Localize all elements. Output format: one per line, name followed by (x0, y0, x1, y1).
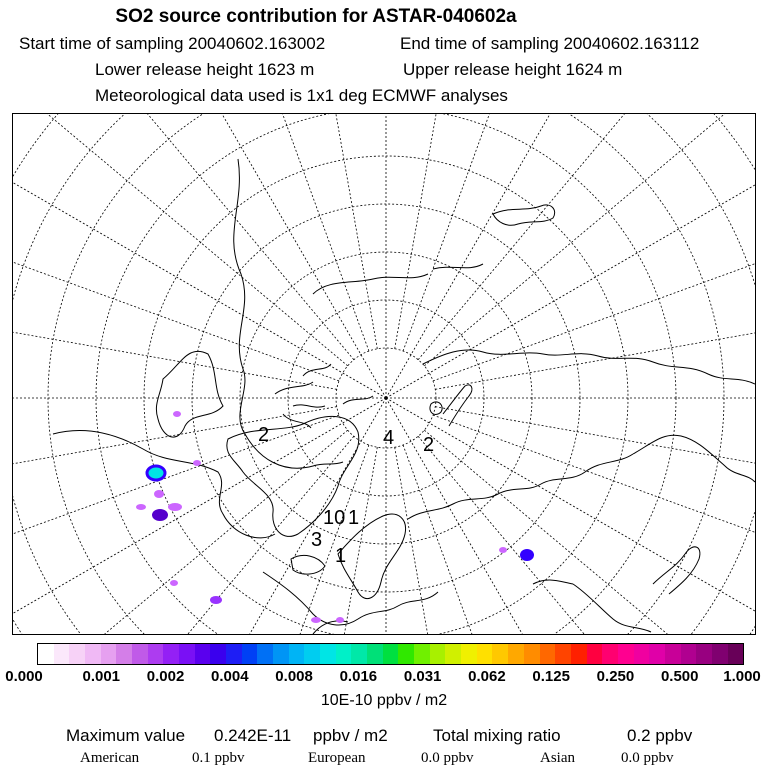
meridian-line (13, 114, 354, 360)
color-scale-cell (289, 644, 305, 664)
latitude-circle (13, 114, 755, 634)
color-scale-cell (273, 644, 289, 664)
lat-lon-grid (13, 114, 755, 634)
color-scale-cell (587, 644, 603, 664)
meridian-line (386, 114, 736, 398)
color-scale-tick-label: 0.062 (468, 668, 506, 685)
color-scale-cell (540, 644, 556, 664)
color-scale-cell (85, 644, 101, 664)
color-scale-cell (210, 644, 226, 664)
color-scale-cell (681, 644, 697, 664)
color-scale-cell (477, 644, 493, 664)
color-scale-cell (148, 644, 164, 664)
region-american-label: American (80, 750, 140, 766)
plume-patch (210, 596, 222, 604)
meridian-line (433, 159, 755, 381)
coastline-arctic-islands (275, 364, 373, 428)
end-time-label: End time of sampling 20040602.163112 (400, 34, 700, 53)
meridian-line (386, 398, 736, 634)
color-scale-cell (383, 644, 399, 664)
meridian-line (13, 436, 354, 634)
meridian-line (13, 415, 339, 634)
color-scale-tick-label: 0.001 (82, 668, 121, 685)
color-scale-cell (226, 644, 242, 664)
color-scale-cell (571, 644, 587, 664)
color-scale-cell (634, 644, 650, 664)
color-scale-units: 10E-10 ppbv / m2 (320, 692, 448, 709)
color-scale-cell (320, 644, 336, 664)
color-scale-cell (712, 644, 728, 664)
region-asian-value: 0.0 ppbv (621, 750, 674, 766)
color-scale-cell (163, 644, 179, 664)
lower-release-height-label: Lower release height 1623 m (95, 60, 315, 79)
land-label: 2 (258, 424, 270, 446)
color-scale-cell (445, 644, 461, 664)
color-scale-cell (367, 644, 383, 664)
plume-patch (147, 466, 165, 480)
meridian-line (13, 114, 348, 366)
meridian-line (13, 114, 386, 398)
color-scale-cell (242, 644, 258, 664)
color-scale-tick-label: 0.250 (596, 668, 635, 685)
color-scale-cell (101, 644, 117, 664)
coastline-labrador (53, 430, 275, 537)
color-scale-cell (38, 644, 54, 664)
land-label: 1 (335, 545, 347, 567)
color-scale-tick-label: 1.000 (723, 668, 761, 685)
land-label: 3 (311, 529, 323, 551)
plume-patch (311, 617, 321, 623)
coastlines (53, 159, 755, 634)
meridian-line (147, 114, 369, 351)
color-scale-cell (696, 644, 712, 664)
meteorological-data-label: Meteorological data used is 1x1 deg ECMWF analyses (95, 86, 508, 105)
color-scale-cell (649, 644, 665, 664)
color-scale-cell (351, 644, 367, 664)
max-value-label: Maximum value (66, 726, 186, 745)
land-label: 1 (348, 507, 360, 529)
color-scale-cell (555, 644, 571, 664)
color-scale-tick-label: 0.500 (660, 668, 699, 685)
color-scale-cell (665, 644, 681, 664)
polar-map-canvas (13, 114, 755, 634)
coastline-hudson-bay (156, 351, 223, 437)
color-scale-cell (524, 644, 540, 664)
color-scale-cell (508, 644, 524, 664)
color-scale-ticks (0, 668, 768, 688)
meridian-line (395, 447, 508, 634)
coastline-alaska (313, 205, 555, 294)
color-scale-cell (132, 644, 148, 664)
color-scale-cell (304, 644, 320, 664)
plume-patch (168, 503, 182, 511)
region-european-label: European (308, 750, 366, 766)
total-mixing-ratio-value: 0.2 ppbv (627, 726, 693, 745)
color-scale-tick-label: 0.002 (146, 668, 185, 685)
color-scale-cell (179, 644, 195, 664)
meridian-line (13, 159, 339, 381)
color-scale-cell (257, 644, 273, 664)
plume-patch (152, 509, 168, 521)
meridian-line (418, 436, 755, 634)
coastline-novaya-zemlya (443, 385, 472, 426)
color-scale-cell (602, 644, 618, 664)
start-time-label: Start time of sampling 20040602.163002 (19, 34, 326, 53)
plume-patch (136, 504, 146, 510)
coastline-north-america (234, 159, 343, 468)
color-scale-bar (37, 643, 744, 665)
color-scale-tick-label: 0.031 (403, 668, 442, 685)
color-scale-tick-label: 0.000 (5, 668, 43, 685)
color-scale-cell (398, 644, 414, 664)
coastline-siberia-east (423, 350, 755, 384)
land-label: 10 (323, 507, 346, 529)
color-scale-cell (728, 644, 744, 664)
meridian-line (424, 114, 755, 366)
latitude-circle (13, 114, 755, 634)
color-scale-cell (69, 644, 85, 664)
meridian-line (386, 398, 755, 634)
coastline-kamchatka (633, 435, 755, 482)
region-asian-label: Asian (540, 750, 575, 766)
plume-patch (520, 549, 534, 561)
region-american-value: 0.1 ppbv (192, 750, 245, 766)
meridian-line (435, 407, 755, 520)
meridian-line (264, 114, 377, 349)
polar-map (12, 113, 756, 635)
meridian-line (395, 114, 508, 349)
color-scale-cell (195, 644, 211, 664)
coastline-siberia-north (408, 454, 633, 519)
color-scale-cell (461, 644, 477, 664)
color-scale-tick-label: 0.016 (339, 668, 378, 685)
region-european-value: 0.0 ppbv (421, 750, 474, 766)
land-label: 2 (423, 434, 435, 456)
color-scale-tick-label: 0.008 (275, 668, 313, 685)
color-scale-cell (492, 644, 508, 664)
meridian-line (13, 407, 337, 520)
plume-patch (336, 617, 344, 623)
meridian-line (418, 114, 755, 360)
color-scale-cell (618, 644, 634, 664)
coastline-europe (263, 572, 438, 634)
meridian-line (13, 276, 337, 389)
color-scale-tick-label: 0.004 (211, 668, 249, 685)
coastline-iceland (291, 555, 325, 574)
upper-release-height-label: Upper release height 1624 m (403, 60, 623, 79)
color-scale-cell (414, 644, 430, 664)
meridian-line (403, 114, 625, 351)
plume-patch (193, 460, 201, 466)
max-value: 0.242E-11 (214, 726, 292, 745)
plume-patch (499, 547, 507, 553)
meridian-line (36, 114, 386, 398)
map-title: SO2 source contribution for ASTAR-040602a (115, 6, 517, 27)
color-scale-tick-label: 0.125 (532, 668, 570, 685)
color-scale-cell (116, 644, 132, 664)
total-mixing-ratio-label: Total mixing ratio (433, 726, 561, 745)
plume-patch (173, 411, 181, 417)
color-scale-cell (336, 644, 352, 664)
meridian-line (424, 430, 755, 634)
land-label: 4 (383, 427, 395, 449)
plume-patch (170, 580, 178, 586)
max-value-unit: ppbv / m2 (313, 726, 388, 745)
plume-patch (154, 490, 164, 498)
color-scale-cell (54, 644, 70, 664)
color-scale-cell (430, 644, 446, 664)
